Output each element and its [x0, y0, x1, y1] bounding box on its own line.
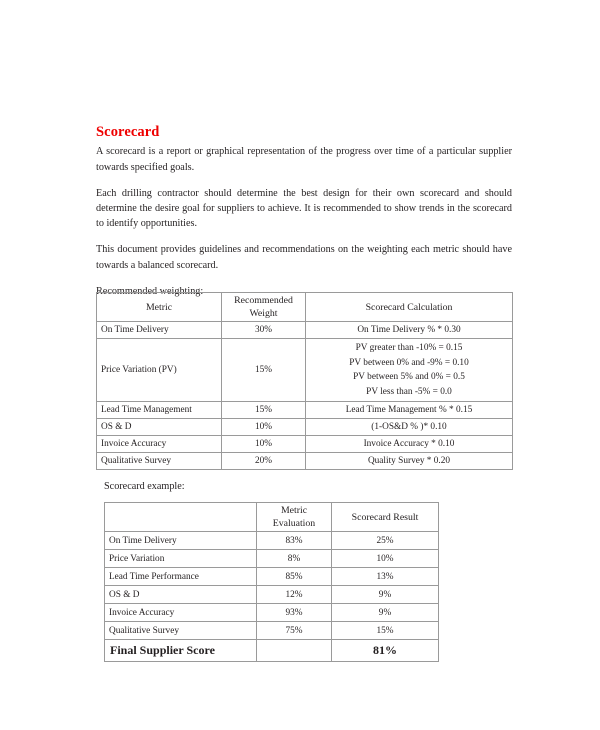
column-header-eval-line2: Evaluation [272, 518, 316, 529]
cell-metric: On Time Delivery [97, 322, 222, 339]
table-row [105, 550, 439, 568]
calc-line: PV between 0% and -9% = 0.10 [349, 357, 469, 368]
cell-weight: 10% [222, 419, 306, 436]
table-row [97, 339, 513, 402]
cell-weight: 15% [222, 339, 306, 402]
cell-weight: 10% [222, 436, 306, 453]
cell-evaluation: 75% [257, 622, 332, 640]
cell-metric: Invoice Accuracy [97, 436, 222, 453]
column-header-weight-line2: Weight [249, 308, 278, 319]
column-header-eval-line1: Metric [280, 505, 308, 516]
calc-line: PV between 5% and 0% = 0.5 [353, 372, 465, 382]
calc-line: PV greater than -10% = 0.15 [355, 343, 463, 353]
cell-weight: 15% [222, 402, 306, 419]
cell-metric: Lead Time Performance [105, 568, 257, 586]
table-row [97, 322, 513, 339]
cell-evaluation: 12% [257, 586, 332, 604]
recommended-weighting-label: Recommended weighting: [96, 285, 204, 297]
column-header-blank [105, 503, 257, 532]
cell-metric: Price Variation [105, 550, 257, 568]
table-row [105, 532, 439, 550]
column-header-recommended-weight [222, 293, 306, 322]
cell-calculation: Lead Time Management % * 0.15 [306, 402, 513, 419]
table-total-row [105, 640, 439, 662]
table-header-row [105, 503, 439, 532]
column-header-metric-evaluation [257, 503, 332, 532]
cell-calculation: On Time Delivery % * 0.30 [306, 322, 513, 339]
cell-calculation [306, 339, 513, 402]
cell-result: 13% [332, 568, 439, 586]
cell-evaluation: 83% [257, 532, 332, 550]
cell-result: 10% [332, 550, 439, 568]
cell-evaluation: 93% [257, 604, 332, 622]
cell-metric: Qualitative Survey [105, 622, 257, 640]
cell-metric: Qualitative Survey [97, 453, 222, 470]
cell-final-score-label: Final Supplier Score [105, 640, 257, 662]
column-header-metric: Metric [97, 293, 222, 322]
table-row [105, 622, 439, 640]
cell-metric: On Time Delivery [105, 532, 257, 550]
column-header-scorecard-calculation: Scorecard Calculation [306, 293, 513, 322]
calc-line: PV less than -5% = 0.0 [366, 386, 452, 397]
cell-weight: 20% [222, 453, 306, 470]
table-row [97, 402, 513, 419]
cell-result: 15% [332, 622, 439, 640]
page-title: Scorecard [96, 124, 160, 140]
cell-metric: Lead Time Management [97, 402, 222, 419]
cell-result: 9% [332, 604, 439, 622]
table-row [97, 453, 513, 470]
cell-result: 9% [332, 586, 439, 604]
cell-calculation: (1-OS&D % )* 0.10 [306, 419, 513, 436]
cell-evaluation: 85% [257, 568, 332, 586]
cell-weight: 30% [222, 322, 306, 339]
scorecard-example-label: Scorecard example: [104, 481, 185, 492]
table-row [105, 586, 439, 604]
cell-result: 25% [332, 532, 439, 550]
cell-final-score-result: 81% [332, 640, 439, 662]
cell-metric: Price Variation (PV) [97, 339, 222, 402]
table-row [105, 604, 439, 622]
table-row [105, 568, 439, 586]
table-header-row [97, 293, 513, 322]
column-header-weight-line1: Recommended [234, 295, 293, 306]
paragraph-intro: A scorecard is a report or graphical representation of the progress over time of a particular supplier towards specified goals. [96, 146, 512, 173]
column-header-scorecard-result: Scorecard Result [332, 503, 439, 532]
cell-final-score-evaluation [257, 640, 332, 662]
scorecard-example-table [104, 502, 439, 662]
cell-metric: OS & D [97, 419, 222, 436]
cell-evaluation: 8% [257, 550, 332, 568]
cell-metric: OS & D [105, 586, 257, 604]
cell-calculation: Invoice Accuracy * 0.10 [306, 436, 513, 453]
recommended-weighting-table [96, 292, 513, 470]
table-row [97, 419, 513, 436]
cell-metric: Invoice Accuracy [105, 604, 257, 622]
cell-calculation: Quality Survey * 0.20 [306, 453, 513, 470]
table-row [97, 436, 513, 453]
paragraph-contractor-design: Each drilling contractor should determine the best design for their own scorecard and should determine the desire goal for suppliers to achieve. It is recommended to show trends in the scorecard to identify opportunities. [96, 187, 512, 230]
paragraph-guidelines: This document provides guidelines and recommendations on the weighting each metric should have towards a balanced scorecard. [96, 244, 512, 271]
document-body [96, 124, 512, 299]
